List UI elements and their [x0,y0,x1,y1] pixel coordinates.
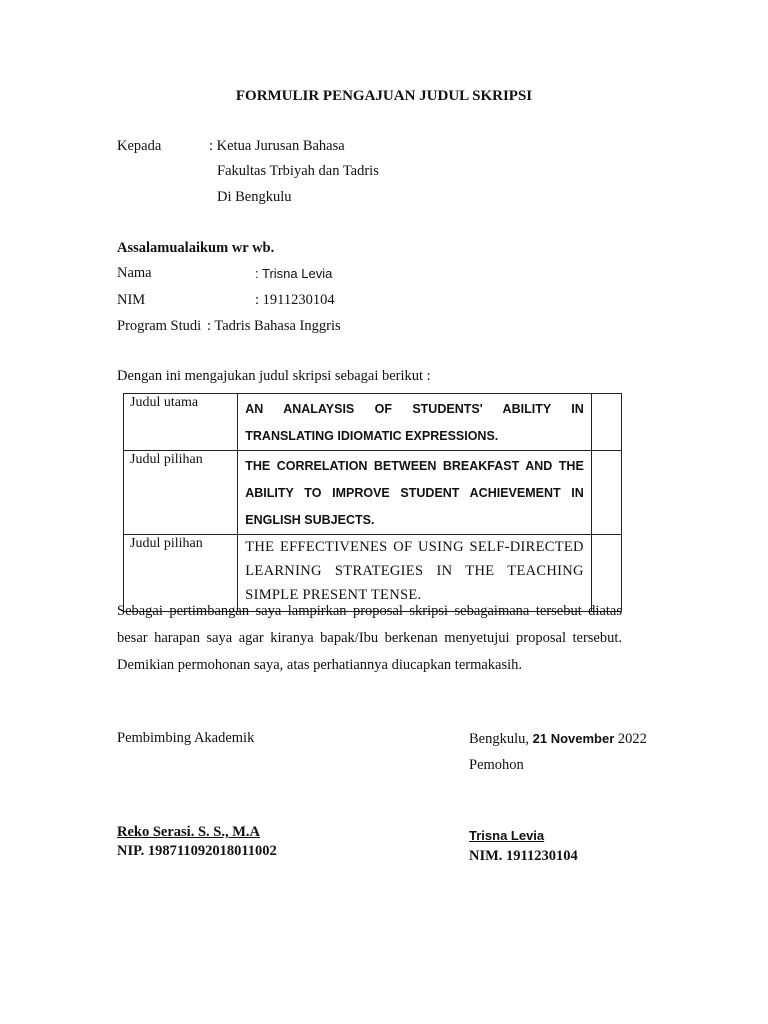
row-title: THE EFFECTIVENES OF USING SELF-DIRECTED LEARNING STRATEGIES IN THE TEACHING SIMPLE PRESENT TENSE. [238,535,592,612]
field-label: Program Studi [117,318,202,334]
kepada-label: Kepada [117,138,162,154]
closing-paragraph [117,598,622,679]
row-label: Judul utama [124,394,238,451]
advisor-nip: NIP. 198711092018011002 [117,843,277,859]
greeting: Assalamualaikum wr wb. [117,240,275,256]
year: 2022 [617,731,647,747]
applicant-nim: NIM. 1911230104 [469,848,578,864]
kepada-line: : Ketua Jurusan Bahasa [209,138,345,154]
check-cell [591,394,621,451]
row-title: AN ANALAYSIS OF STUDENTS' ABILITY IN TRANSLATING IDIOMATIC EXPRESSIONS. [238,394,592,451]
advisor-role: Pembimbing Akademik [117,730,255,746]
field-value: : 1911230104 [255,292,335,308]
field-value: : Tadris Bahasa Inggris [207,318,341,334]
table-row [124,394,622,451]
applicant-name: Trisna Levia [469,828,545,843]
advisor-name: Reko Serasi. S. S., M.A [117,824,260,840]
paragraph-line: besar harapan saya agar kiranya bapak/Ibu berkenan menyetujui proposal tersebut. [117,630,622,646]
table-row [124,451,622,535]
row-title: THE CORRELATION BETWEEN BREAKFAST AND THE ABILITY TO IMPROVE STUDENT ACHIEVEMENT IN ENGLISH SUBJECTS. [238,451,592,535]
row-label: Judul pilihan [124,535,238,612]
kepada-line: Fakultas Trbiyah dan Tadris [217,163,379,179]
paragraph-line: Demikian permohonan saya, atas perhatiannya diucapkan termakasih. [117,657,523,673]
check-cell [591,451,621,535]
field-label: NIM [117,292,146,308]
field-value: : Trisna Levia [255,266,333,281]
intro-text: Dengan ini mengajukan judul skripsi sebagai berikut : [117,368,431,384]
place: Bengkulu, [469,731,530,747]
field-label: Nama [117,265,152,281]
signing-place-date [469,731,647,748]
title-table [123,393,622,612]
row-label: Judul pilihan [124,451,238,535]
document-title: FORMULIR PENGAJUAN JUDUL SKRIPSI [235,88,533,104]
kepada-line: Di Bengkulu [217,189,292,205]
paragraph-line: Sebagai pertimbangan saya lampirkan proposal skripsi sebagaimana tersebut diatas [117,603,622,619]
date: 21 November [532,731,615,746]
applicant-role: Pemohon [469,757,524,773]
